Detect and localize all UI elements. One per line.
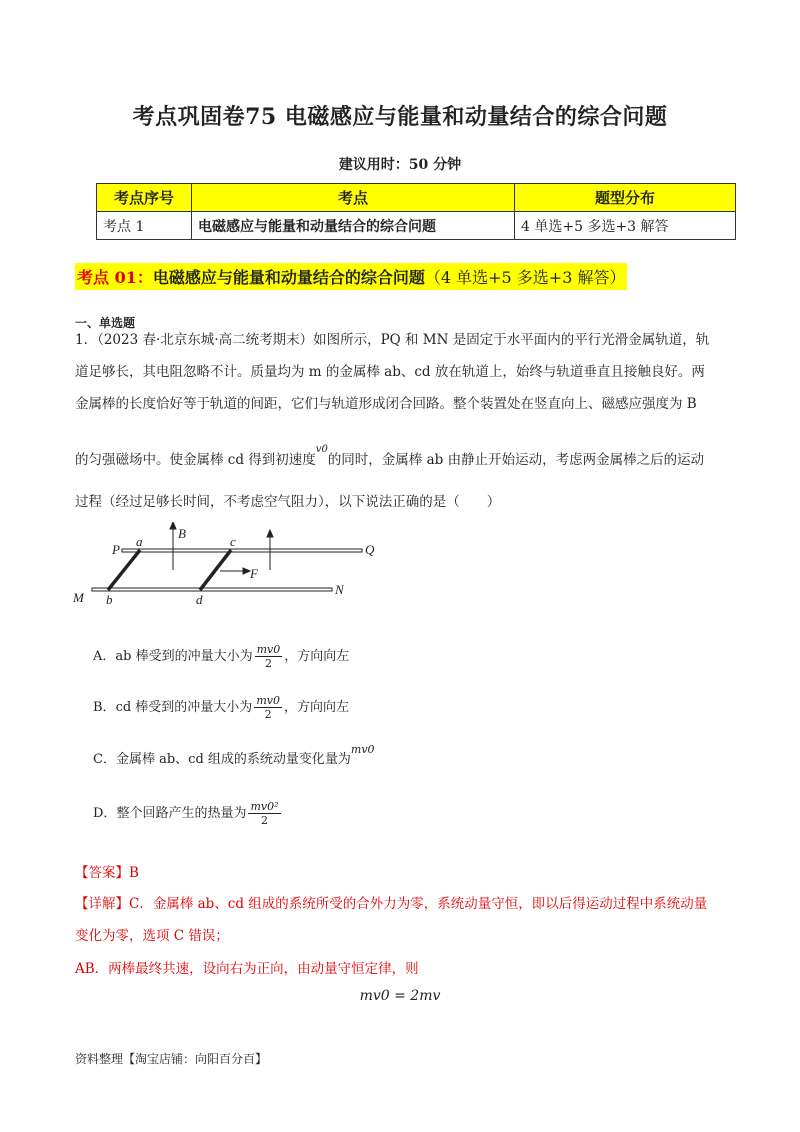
label-d: d	[196, 592, 203, 607]
rail-diagram	[70, 522, 390, 612]
suggested-time: 建议用时：50 分钟	[338, 157, 462, 173]
fraction	[254, 694, 282, 721]
question-type-heading: 一、单选题	[75, 316, 136, 330]
rail-mn	[92, 588, 332, 591]
question-text: 的同时，金属棒 ab 由静止开始运动，考虑两金属棒之后的运动	[327, 452, 705, 468]
table-cell: 考点 1	[97, 212, 192, 240]
label-p: P	[112, 542, 120, 557]
denominator: 2	[260, 814, 268, 827]
option-c[interactable]	[93, 743, 375, 767]
table-row	[97, 212, 736, 240]
section-heading	[75, 263, 627, 290]
section-distribution: （4 单选+5 多选+3 解答）	[424, 268, 626, 287]
footer: 资料整理【淘宝店铺：向阳百分百】	[75, 1052, 268, 1066]
option-text: ，方向向左	[283, 700, 349, 715]
rail-pq	[122, 549, 362, 552]
option-prefix: A．	[93, 649, 116, 664]
field-arrowhead	[267, 530, 273, 537]
section-name: 电磁感应与能量和动量结合的综合问题	[152, 268, 425, 287]
equation: mv0 = 2mv	[359, 988, 441, 1004]
option-text: 金属棒 ab、cd 组成的系统动量变化量为	[115, 752, 351, 767]
option-prefix: B．	[93, 700, 116, 715]
option-prefix: C．	[93, 752, 116, 767]
answer-label: 【答案】B	[75, 865, 139, 881]
option-b[interactable]	[93, 694, 349, 721]
table-cell: 电磁感应与能量和动量结合的综合问题	[192, 212, 515, 240]
answer-detail: AB．两棒最终共速，设向右为正向，由动量守恒定律，则	[75, 961, 419, 977]
table-header: 题型分布	[515, 184, 736, 212]
denominator: 2	[264, 708, 272, 721]
option-text: ab 棒受到的冲量大小为	[115, 649, 253, 664]
denominator: 2	[264, 657, 272, 670]
option-text: cd 棒受到的冲量大小为	[115, 700, 253, 715]
label-b-field: B	[178, 526, 186, 541]
table-header: 考点序号	[97, 184, 192, 212]
fraction	[248, 800, 280, 827]
field-arrowhead	[170, 522, 176, 529]
label-n: N	[335, 582, 344, 597]
question-text: 的匀强磁场中。使金属棒 cd 得到初速度	[75, 452, 316, 468]
fraction	[255, 643, 283, 670]
rod-cd	[200, 550, 231, 590]
option-text: 整个回路产生的热量为	[116, 806, 247, 821]
numerator: mv0	[256, 643, 281, 656]
label-f: F	[250, 566, 258, 581]
question-line: 过程（经过足够长时间，不考虑空气阻力），以下说法正确的是（ ）	[75, 494, 501, 510]
question-line: 1．（2023 春·北京东城·高二统考期末）如图所示，PQ 和 MN 是固定于水平面内的平行光滑金属轨道，轨	[75, 332, 710, 348]
initial-velocity: v0	[315, 444, 328, 455]
label-m: M	[73, 590, 84, 605]
table-header: 考点	[192, 184, 515, 212]
label-q: Q	[365, 542, 375, 557]
force-arrowhead	[243, 568, 250, 574]
option-d[interactable]	[93, 800, 283, 827]
option-prefix: D．	[93, 806, 117, 821]
numerator: mv0	[256, 694, 280, 707]
label-c: c	[230, 534, 236, 549]
table-header-row	[97, 184, 736, 212]
page-title: 考点巩固卷75 电磁感应与能量和动量结合的综合问题	[132, 104, 668, 130]
answer-detail: 【详解】C．金属棒 ab、cd 组成的系统所受的合外力为零，系统动量守恒，即以后得运动过程中系统动量	[75, 896, 708, 912]
section-label: 考点 01：	[77, 268, 153, 287]
question-line-4	[75, 444, 725, 472]
option-text: ，方向向左	[284, 649, 350, 664]
question-line: 道足够长，其电阻忽略不计。质量均为 m 的金属棒 ab、cd 放在轨道上，始终与轨道垂直且接触良好。两	[75, 364, 705, 380]
question-line: 金属棒的长度恰好等于轨道的间距，它们与轨道形成闭合回路。整个装置处在竖直向上、磁感应强度为 B	[75, 396, 697, 412]
topic-table	[96, 183, 736, 240]
option-a[interactable]	[93, 643, 349, 670]
table-cell: 4 单选+5 多选+3 解答	[515, 212, 736, 240]
numerator: mv0²	[250, 800, 279, 813]
label-a: a	[136, 534, 143, 549]
answer-detail: 变化为零，选项 C 错误；	[75, 928, 229, 944]
label-b: b	[106, 592, 113, 607]
option-value: mv0	[350, 743, 375, 756]
